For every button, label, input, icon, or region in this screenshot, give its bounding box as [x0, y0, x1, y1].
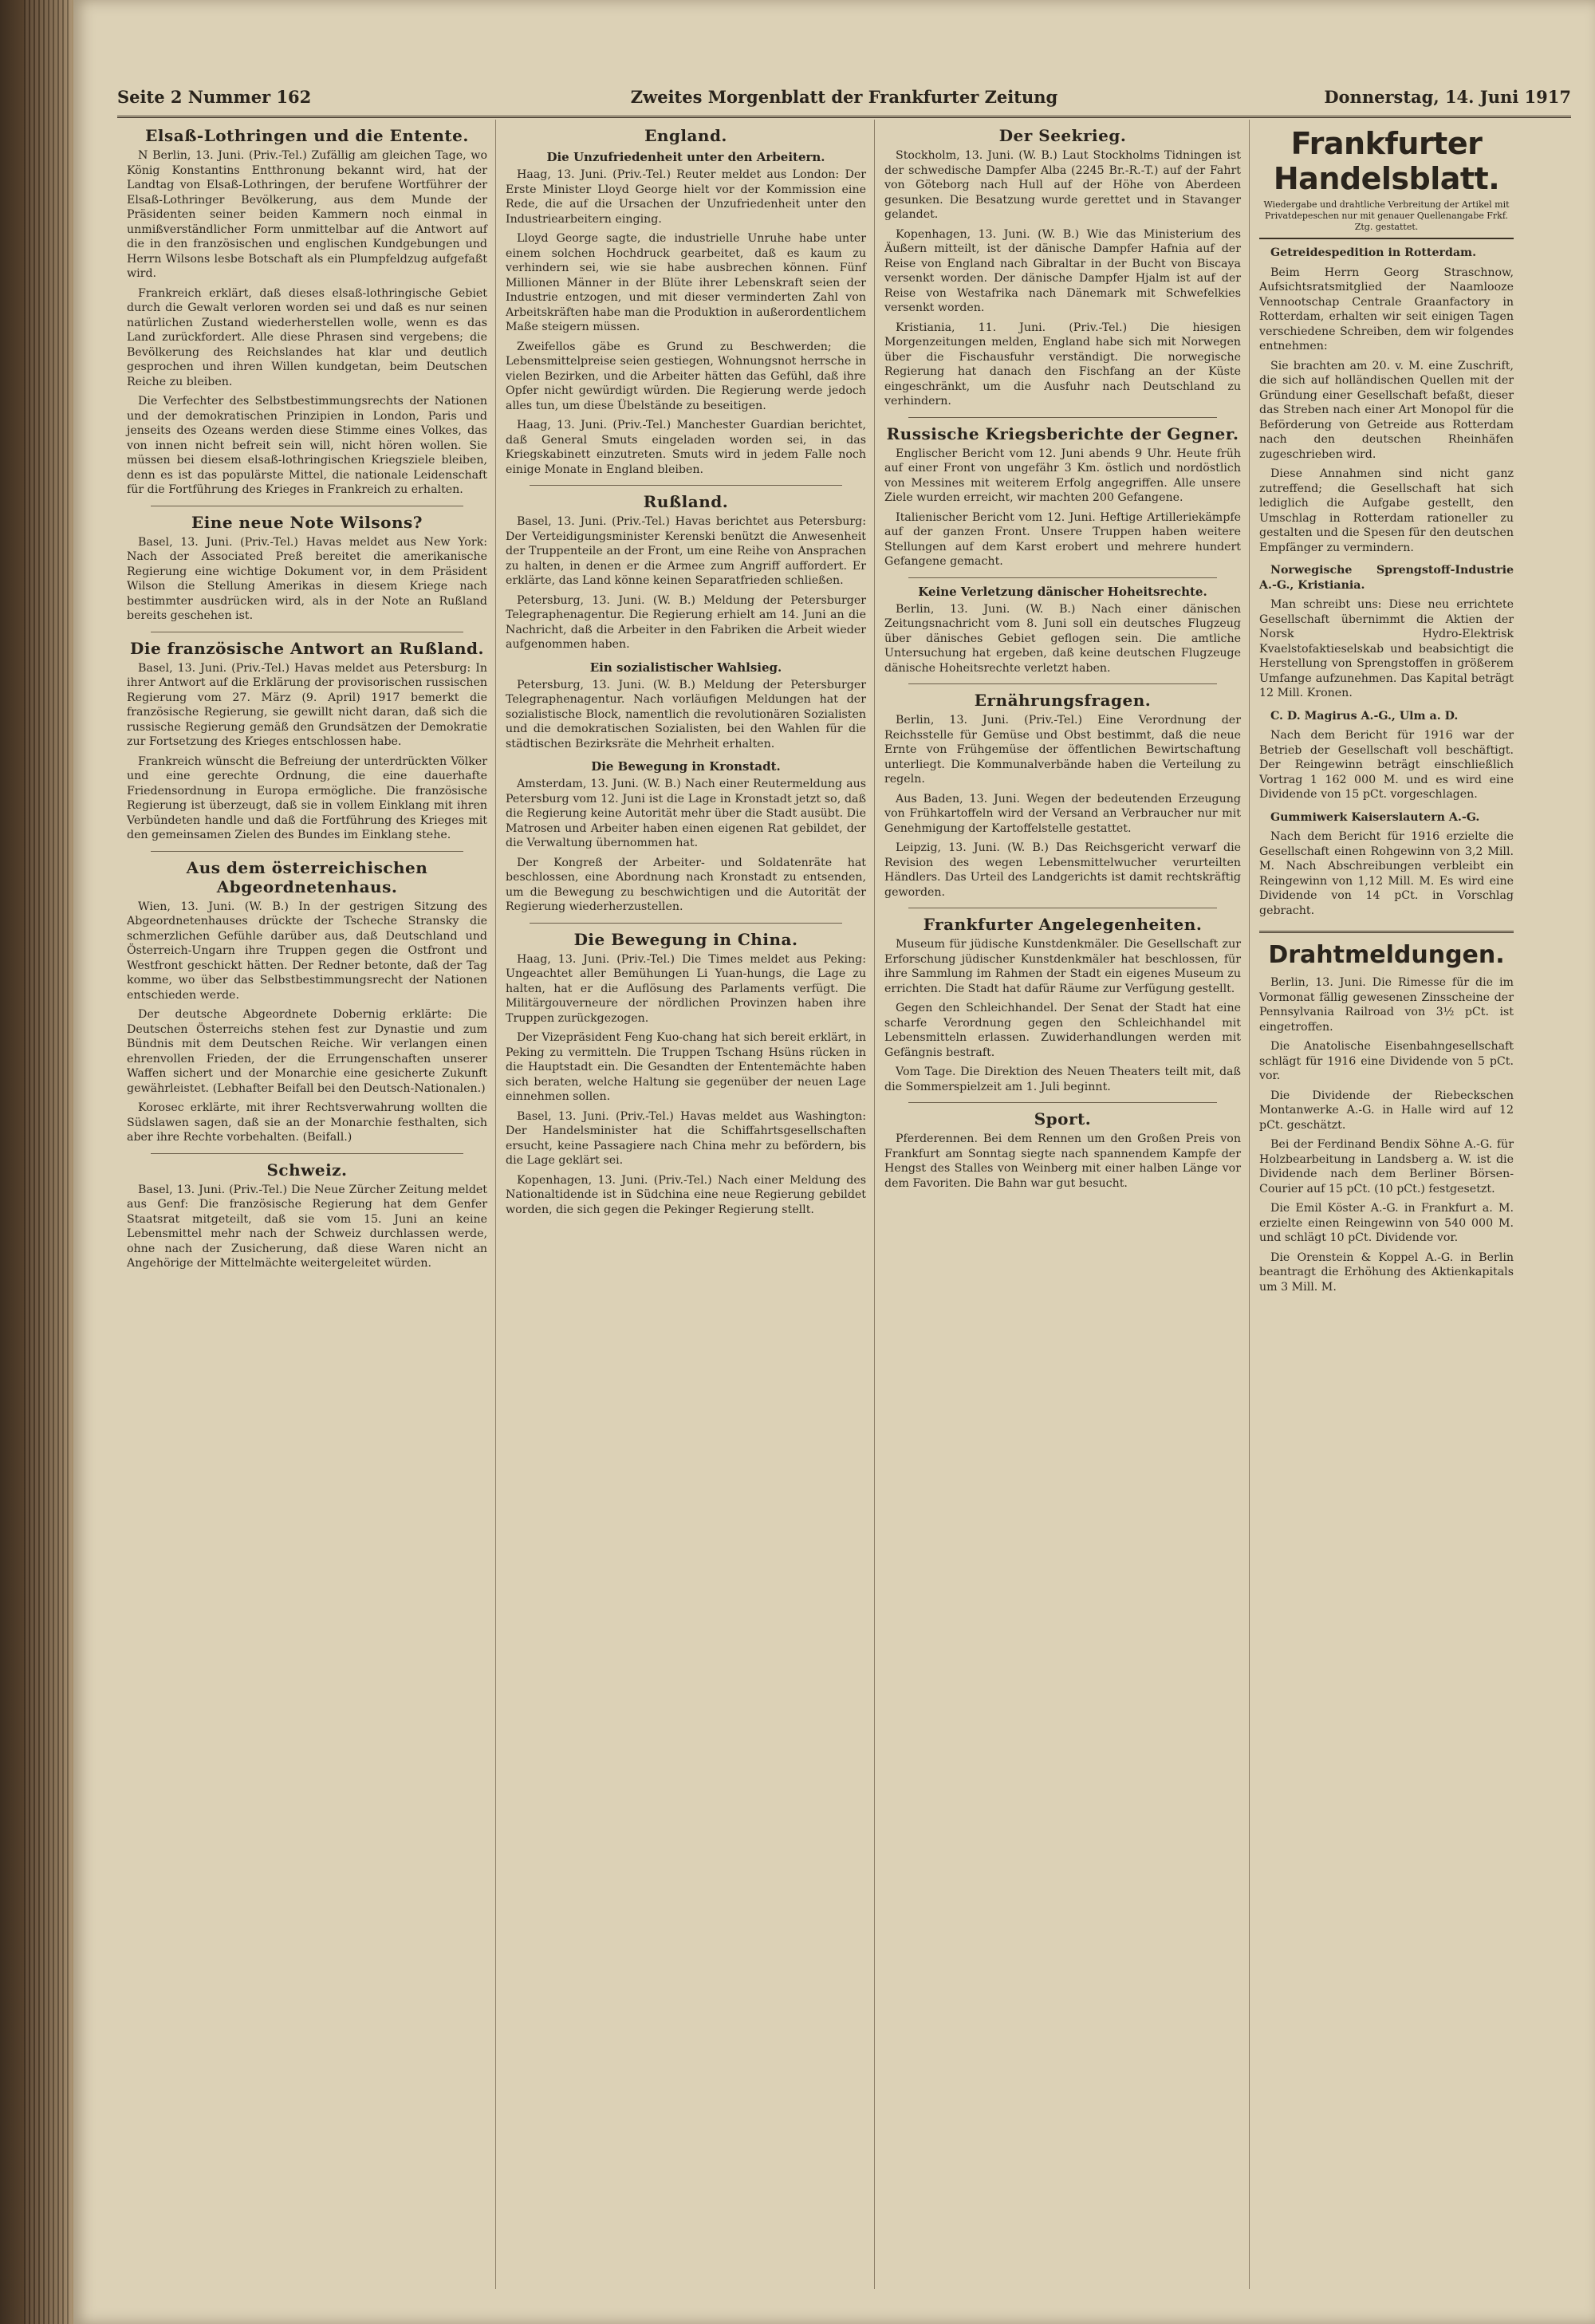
article-paragraph: Basel, 13. Juni. (Priv.-Tel.) Havas meldet aus New York: Nach der Associated Preß bereitet die amerikanische Regierung eine wichtige Dokument vor, in dem Präsident Wilson die Stellung Amerikas in diesem Kriege nach bestimmter ausdrücken wird, als in der Note an Rußland bereits geschehen ist. — [127, 535, 487, 622]
article-paragraph: Englischer Bericht vom 12. Juni abends 9 Uhr. Heute früh auf einer Front von ungefähr 3 Km. östlich und nordöstlich von Messines mit weiterem Erfolg angegriffen. Alle unsere Ziele wurden erreicht, wir machten 200 Gefangene. — [884, 447, 1241, 504]
item-heading: Getreidespedition in Rotterdam. — [1270, 246, 1477, 259]
issue-date: Donnerstag, 14. Juni 1917 — [1324, 87, 1571, 107]
article-title: Die Bewegung in China. — [573, 929, 798, 949]
divider — [151, 1153, 463, 1154]
article-wilson-note — [127, 513, 487, 624]
article-paragraph: Haag, 13. Juni. (Priv.-Tel.) Reuter meldet aus London: Der Erste Minister Lloyd George hielt vor der Kommission eine Rede, die auf die Ursachen der Unzufriedenheit unter den Industriearbeitern einging. — [506, 168, 866, 226]
article-paragraph: Basel, 13. Juni. (Priv.-Tel.) Havas meldet aus Washington: Der Handelsminister hat die Schiffahrtsgesellschaften ersucht, keine Passagiere nach China mehr zu befördern, bis die Lage geklärt sei. — [506, 1109, 866, 1167]
handelsblatt-notice: Wiedergabe und drahtliche Verbreitung der Artikel mit Privatdepeschen nur mit genauer Quellenangabe Frkf. Ztg. gestattet. — [1259, 199, 1514, 239]
article-paragraph: Leipzig, 13. Juni. (W. B.) Das Reichsgericht verwarf die Revision des wegen Lebensmittelwucher verurteilten Händlers. Das Urteil des Landgerichts ist damit rechtskräftig geworden. — [884, 841, 1241, 899]
divider — [908, 417, 1217, 418]
page-header — [117, 84, 1571, 118]
item-heading: Norwegische Sprengstoff-Industrie A.-G., Kristiania. — [1259, 564, 1514, 592]
divider — [908, 1102, 1217, 1103]
article-subtitle: Die Unzufriedenheit unter den Arbeitern. — [546, 150, 825, 164]
column-4 — [1250, 120, 1522, 2289]
article-title: Keine Verletzung dänischer Hoheitsrechte. — [918, 584, 1207, 599]
article-war-reports — [884, 424, 1241, 569]
column-1 — [117, 120, 496, 2289]
article-china — [506, 930, 866, 1218]
spine-page-edges — [24, 0, 72, 2324]
article-paragraph: Haag, 13. Juni. (Priv.-Tel.) Manchester Guardian berichtet, daß General Smuts eingeladen worden sei, in das Kriegskabinett einzutreten. Smuts wird in jedem Falle noch einige Monate in England bleiben. — [506, 419, 866, 476]
article-paragraph: Frankreich erklärt, daß dieses elsaß-lothringische Gebiet durch die Gewalt verloren worden sei und daß es nur seinen natürlichen Zustand wiederherstellen wolle, wenn es das Land zurückfordert. Alle diese Phrasen sind vergebens; die Bevölkerung des Reichslandes hat klar und deutlich gesprochen und ihren Willen kundgetan, beim Deutschen Reiche zu bleiben. — [127, 286, 487, 388]
divider — [530, 923, 842, 924]
article-paragraph: Basel, 13. Juni. (Priv.-Tel.) Die Neue Zürcher Zeitung meldet aus Genf: Die französische Regierung hat dem Genfer Staatsrat mitgeteilt, daß sie vom 15. Juni an keine Lebensmittel mehr nach der Schweiz durchlassen werde, ohne nach der Zusicherung, daß diese Waren nicht an Angehörige der Mittelmächte weitergeleitet würden. — [127, 1183, 487, 1270]
article-paragraph: Petersburg, 13. Juni. (W. B.) Meldung der Petersburger Telegraphenagentur. Nach vorläufigen Meldungen hat der sozialistische Block, namentlich die revolutionären Sozialisten und die demokratischen Sozialisten, bei den Wahlen für die städtischen Bezirksräte die Mehrheit erhalten. — [506, 678, 866, 750]
item-heading: Gummiwerk Kaiserslautern A.-G. — [1270, 810, 1480, 824]
article-elsass — [127, 126, 487, 498]
book-spine — [0, 0, 73, 2324]
article-paragraph: Basel, 13. Juni. (Priv.-Tel.) Havas meldet aus Petersburg: In ihrer Antwort auf die Erklärung der provisorischen russischen Regierung vom 27. März (9. April) 1917 bemerkt die französische Regierung, sie gewillt nicht daran, daß sich die russische Regierung gemäß den Grundsätzen der Demokratie zur Fortsetzung des Krieges entschlossen habe. — [127, 661, 487, 748]
article-paragraph: Amsterdam, 13. Juni. (W. B.) Nach einer Reutermeldung aus Petersburg vom 12. Juni ist die Lage in Kronstadt jetzt so, daß die Regierung keine Autorität mehr über die Stadt ausübt. Die Matrosen und Arbeiter haben einen eigenen Rat gebildet, der die Verwaltung übernommen hat. — [506, 778, 866, 849]
article-subtitle: Die Bewegung in Kronstadt. — [591, 759, 781, 774]
article-gummiwerk — [1259, 810, 1514, 919]
article-title: Rußland. — [643, 492, 729, 511]
article-title: Aus dem österreichischen Abgeordnetenhaus. — [186, 857, 428, 896]
article-paragraph: Bei der Ferdinand Bendix Söhne A.-G. für Holzbearbeitung in Landsberg a. W. ist die Dividende nach dem Berliner Börsen-Courier auf 15 pCt. (10 pCt.) festgesetzt. — [1259, 1138, 1514, 1195]
page-number: Seite 2 Nummer 162 — [117, 87, 312, 107]
article-paragraph: Petersburg, 13. Juni. (W. B.) Meldung der Petersburger Telegraphenagentur. Die Regierung erhielt am 14. Juni an die Nachricht, daß die Arbeiter in den Fabriken die Arbeit wieder aufgenommen haben. — [506, 593, 866, 651]
article-paragraph: Frankreich wünscht die Befreiung der unterdrückten Völker und eine gerechte Ordnung, die eine dauerhafte Friedensordnung in Europa ermögliche. Die französische Regierung ist überzeugt, daß sie in vollem Einklang mit ihren Verbündeten handle und daß die Fortführung des Krieges mit den gemeinsamen Zielen des Bundes im Einklang stehe. — [127, 754, 487, 841]
divider — [908, 683, 1217, 684]
article-paragraph: Berlin, 13. Juni. Die Rimesse für die im Vormonat fällig gewesenen Zinsscheine der Pennsylvania Railroad von 3½ pCt. ist eingetroffen. — [1259, 976, 1514, 1034]
article-paragraph: Italienischer Bericht vom 12. Juni. Heftige Artilleriekämpfe auf der ganzen Front. Unsere Truppen haben weitere Stellungen auf dem Karst erobert und mehrere hundert Gefangene gemacht. — [884, 510, 1241, 568]
article-paragraph: Sie brachten am 20. v. M. eine Zuschrift, die sich auf holländischen Quellen mit der Gründung einer Gesellschaft befaßt, dieser das Streben nach einer Art Monopol für die Beförderung von Getreide aus Rotterdam nach den deutschen Rheinhäfen zugeschrieben wird. — [1259, 359, 1514, 461]
article-paragraph: N Berlin, 13. Juni. (Priv.-Tel.) Zufällig am gleichen Tage, wo König Konstantins Entthronung bekannt wird, hat der Landtag von Elsaß-Lothringen, der berufene Wortführer der Elsaß-Lothringer Bevölkerung, aus dem Munde der Präsidenten seiner beiden Kammern noch einmal in unmißverständlicher Form unmittelbar auf die Antwort auf die in den französischen und englischen Kundgebungen und Herrn Wilsons lesbe Botschaft als ein Plumpfeldzug aufgefaßt wird. — [127, 149, 487, 280]
divider — [530, 485, 842, 486]
article-paragraph: Kopenhagen, 13. Juni. (Priv.-Tel.) Nach einer Meldung des Nationaltidende ist in Südchina eine neue Regierung gebildet worden, die sich gegen die Pekinger Regierung stellt. — [506, 1173, 866, 1216]
item-heading: C. D. Magirus A.-G., Ulm a. D. — [1270, 709, 1459, 723]
article-paragraph: Kopenhagen, 13. Juni. (W. B.) Wie das Ministerium des Äußern mitteilt, ist der dänische Dampfer Hafnia auf der Reise von England nach Gibraltar in der Bucht von Biscaya versenkt worden. Der dänische Dampfer Hjalm ist auf der Reise von Westafrika nach Dänemark mit Schwefelkies versenkt worden. — [884, 227, 1241, 314]
column-2 — [496, 120, 875, 2289]
article-rotterdam — [1259, 246, 1514, 555]
article-socialist-win — [506, 660, 866, 752]
article-kronstadt — [506, 759, 866, 915]
article-french-answer — [127, 639, 487, 843]
article-paragraph: Die Orenstein & Koppel A.-G. in Berlin beantragt die Erhöhung des Aktienkapitals um 3 Mill. M. — [1259, 1251, 1514, 1294]
article-paragraph: Nach dem Bericht für 1916 erzielte die Gesellschaft einen Rohgewinn von 3,2 Mill. M. Nach Abschreibungen verbleibt ein Reingewinn von 1,12 Mill. M. Es wird eine Dividende von 14 pCt. in Vorschlag gebracht. — [1259, 830, 1514, 917]
article-title: England. — [644, 126, 727, 145]
article-title: Die französische Antwort an Rußland. — [130, 638, 484, 658]
article-nutrition — [884, 691, 1241, 900]
article-paragraph: Die Verfechter des Selbstbestimmungsrechts der Nationen und der demokratischen Prinzipien in London, Paris und jenseits des Ozeans werden diese Stimme eines Volkes, das von innen nicht befreit sein will, nicht hören wollen. Sie müssen bei diesem elsaß-lothringischen Kriegsziele bleiben, denn es ist das populärste Mittel, die nationale Leidenschaft für die Fortführung des Krieges in Frankreich zu erhalten. — [127, 395, 487, 496]
article-paragraph: Aus Baden, 13. Juni. Wegen der bedeutenden Erzeugung von Frühkartoffeln wird der Versand an Verbraucher nur mit Genehmigung der Kartoffelstelle gestattet. — [884, 792, 1241, 835]
article-title: Elsaß-Lothringen und die Entente. — [145, 126, 469, 145]
article-paragraph: Lloyd George sagte, die industrielle Unruhe habe unter einem solchen Hochdruck gearbeitet, daß es kaum zu verhindern sei, wie sie habe ausbrechen können. Fünf Millionen Männer in der Blüte ihrer Lebenskraft seien der Industrie entzogen, und mit dieser verminderten Zahl von Arbeitskräften habe man die Produktion in außerordentlichem Maße steigern müssen. — [506, 232, 866, 333]
article-frankfurt-affairs — [884, 915, 1241, 1094]
article-paragraph: Die Anatolische Eisenbahngesellschaft schlägt für 1916 eine Dividende von 5 pCt. vor. — [1259, 1040, 1514, 1082]
article-england — [506, 126, 866, 477]
divider — [151, 851, 463, 852]
article-naval-war — [884, 126, 1241, 409]
article-paragraph: Man schreibt uns: Diese neu errichtete Gesellschaft übernimmt die Aktien der Norsk Hydro-Elektrisk Kvaelstofaktieselskab und beabsichtigt die Herstellung von Sprengstoffen in größerem Umfange aufzunehmen. Das Kapital beträgt 12 Mill. Kronen. — [1259, 598, 1514, 699]
handelsblatt-masthead: Frankfurter Handelsblatt. — [1273, 126, 1500, 196]
article-paragraph: Haag, 13. Juni. (Priv.-Tel.) Die Times meldet aus Peking: Ungeachtet aller Bemühungen Li Yuan-hungs, die Lage zu halten, hat er die Auflösung des Parlaments verfügt. Die Militärgouverneure der nördlichen Provinzen haben ihre Truppen zurückgezogen. — [506, 952, 866, 1025]
article-paragraph: Museum für jüdische Kunstdenkmäler. Die Gesellschaft zur Erforschung jüdischer Kunstdenkmäler hat beschlossen, für ihre Sammlung im Rahmen der Stadt ein eigenes Museum zu errichten. Die Stadt hat dafür Räume zur Verfügung gestellt. — [884, 938, 1241, 995]
article-subtitle: Ein sozialistischer Wahlsieg. — [589, 660, 782, 675]
article-paragraph: Gegen den Schleichhandel. Der Senat der Stadt hat eine scharfe Verordnung gegen den Schleichhandel mit Lebensmitteln erlassen. Zuwiderhandlungen werden mit Gefängnis bestraft. — [884, 1002, 1241, 1059]
article-title: Sport. — [1034, 1109, 1092, 1129]
article-paragraph: Kristiania, 11. Juni. (Priv.-Tel.) Die hiesigen Morgenzeitungen melden, England habe sich mit Norwegen über die Fischausfuhr verständigt. Die norwegische Regierung hat danach den Fischfang an der Küste eingeschränkt, um die Ausfuhr nach Deutschland zu verhindern. — [884, 321, 1241, 408]
article-paragraph: Nach dem Bericht für 1916 war der Betrieb der Gesellschaft voll beschäftigt. Der Reingewinn beträgt einschließlich Vortrag 1 162 000 M. und es wird eine Dividende von 15 pCt. vorgeschlagen. — [1259, 729, 1514, 801]
article-paragraph: Korosec erklärte, mit ihrer Rechtsverwahrung wollten die Südslawen sagen, daß sie an der Monarchie festhalten, sich aber ihre Rechte vorbehalten. (Beifall.) — [127, 1101, 487, 1144]
article-title: Eine neue Note Wilsons? — [191, 512, 423, 532]
article-paragraph: Berlin, 13. Juni. (Priv.-Tel.) Eine Verordnung der Reichsstelle für Gemüse und Obst bestimmt, daß die neue Ernte von Frühgemüse der öffentlichen Bewirtschaftung unterliegt. Die Kommunalverbände haben die Verteilung zu regeln. — [884, 714, 1241, 786]
column-3 — [875, 120, 1250, 2289]
article-paragraph: Diese Annahmen sind nicht ganz zutreffend; die Gesellschaft hat sich lediglich die Aufgabe gestellt, den Umschlag in Rotterdam rationeller zu gestalten und die Spesen für den deutschen Empfänger zu vermindern. — [1259, 467, 1514, 554]
article-paragraph: Wien, 13. Juni. (W. B.) In der gestrigen Sitzung des Abgeordnetenhauses drückte der Tscheche Stransky die schmerzlichen Gefühle darüber aus, daß Deutschland und Österreich-Ungarn ihre Truppen gegen die Ostfront und Westfront geschickt hätten. Der Redner betonte, daß der Tag komme, wo über das Selbstbestimmungsrecht der Nationen entschieden werde. — [127, 900, 487, 1002]
article-danish-rights — [884, 585, 1241, 676]
article-title: Frankfurter Angelegenheiten. — [923, 915, 1203, 934]
article-paragraph: Vom Tage. Die Direktion des Neuen Theaters teilt mit, daß die Sommerspielzeit am 1. Juli beginnt. — [884, 1065, 1241, 1093]
article-paragraph: Der deutsche Abgeordnete Dobernig erklärte: Die Deutschen Österreichs stehen fest zur Dynastie und zum Bündnis mit dem Deutschen Reiche. Wir verlangen einen ehrenvollen Frieden, der die Errungenschaften unserer Waffen sichert und der Monarchie eine gesicherte Zukunft gewährleistet. (Lebhafter Beifall bei den Deutsch-Nationalen.) — [127, 1008, 487, 1095]
article-paragraph: Der Vizepräsident Feng Kuo-chang hat sich bereit erklärt, in Peking zu vermitteln. Die Truppen Tschang Hsüns rücken in die Hauptstadt ein. Die Gesandten der Ententemächte haben sich beraten, welche Haltung sie gegenüber der neuen Lage einnehmen sollen. — [506, 1031, 866, 1103]
article-wire-reports — [1259, 975, 1514, 1294]
article-norwegian-explosives — [1259, 563, 1514, 701]
drahtmeldungen-heading: Drahtmeldungen. — [1259, 931, 1514, 969]
article-paragraph: Die Emil Köster A.-G. in Frankfurt a. M. erzielte einen Reingewinn von 540 000 M. und schlägt 10 pCt. Dividende vor. — [1259, 1202, 1514, 1244]
article-title: Ernährungsfragen. — [974, 691, 1152, 710]
article-paragraph: Die Dividende der Riebeckschen Montanwerke A.-G. in Halle wird auf 12 pCt. geschätzt. — [1259, 1089, 1514, 1132]
article-title: Der Seekrieg. — [998, 126, 1127, 145]
article-paragraph: Stockholm, 13. Juni. (W. B.) Laut Stockholms Tidningen ist der schwedische Dampfer Alba (2245 Br.-R.-T.) auf der Fahrt von Göteborg nach Hull auf der Höhe von Aberdeen gesunken. Die Besatzung wurde gerettet und in Stavanger gelandet. — [884, 149, 1241, 221]
article-paragraph: Pferderennen. Bei dem Rennen um den Großen Preis von Frankfurt am Sonntag siegte nach spannendem Kampfe der Hengst des Stalles von Weinberg mit einer halben Länge vor dem Favoriten. Die Bahn war gut besucht. — [884, 1132, 1241, 1190]
article-paragraph: Der Kongreß der Arbeiter- und Soldatenräte hat beschlossen, eine Abordnung nach Kronstadt zu entsenden, um die Bewegung zu beschwichtigen und die Autorität der Regierung wiederherzustellen. — [506, 856, 866, 913]
article-russia — [506, 492, 866, 652]
article-sport — [884, 1109, 1241, 1191]
article-austrian-parliament — [127, 858, 487, 1145]
article-switzerland — [127, 1160, 487, 1271]
article-paragraph: Zweifellos gäbe es Grund zu Beschwerden; die Lebensmittelpreise seien gestiegen, Wohnungsnot herrsche in vielen Bezirken, und die Arbeiter hätten das Gefühl, daß ihre Opfer nicht gewürdigt würden. Die Regierung werde jedoch alles tun, um diese Übelstände zu beseitigen. — [506, 340, 866, 412]
article-magirus — [1259, 709, 1514, 802]
article-title: Russische Kriegsberichte der Gegner. — [886, 423, 1239, 443]
paper-edition-title: Zweites Morgenblatt der Frankfurter Zeitung — [630, 87, 1058, 107]
article-paragraph: Beim Herrn Georg Straschnow, Aufsichtsratsmitglied der Naamlooze Vennootschap Centrale Graanfactory in Rotterdam, erhalten wir seit einigen Tagen verschiedene Schreiben, dem wir folgendes entnehmen: — [1259, 266, 1514, 353]
divider — [908, 577, 1217, 578]
article-paragraph: Berlin, 13. Juni. (W. B.) Nach einer dänischen Zeitungsnachricht vom 8. Juni soll ein deutsches Flugzeug über dänisches Gebiet geflogen sein. Die amtliche Untersuchung hat ergeben, daß keine deutschen Flugzeuge dänische Hoheitsrechte verletzt haben. — [884, 602, 1241, 675]
article-title: Schweiz. — [266, 1160, 348, 1180]
article-paragraph: Basel, 13. Juni. (Priv.-Tel.) Havas berichtet aus Petersburg: Der Verteidigungsminister Kerenski benützt die Anwesenheit der Truppenteile an der Front, um eine Reihe von Ansprachen zu halten, in denen er die Armee zum Angriff auffordert. Er erklärte, das Land könne keinen Separatfrieden schließen. — [506, 515, 866, 587]
